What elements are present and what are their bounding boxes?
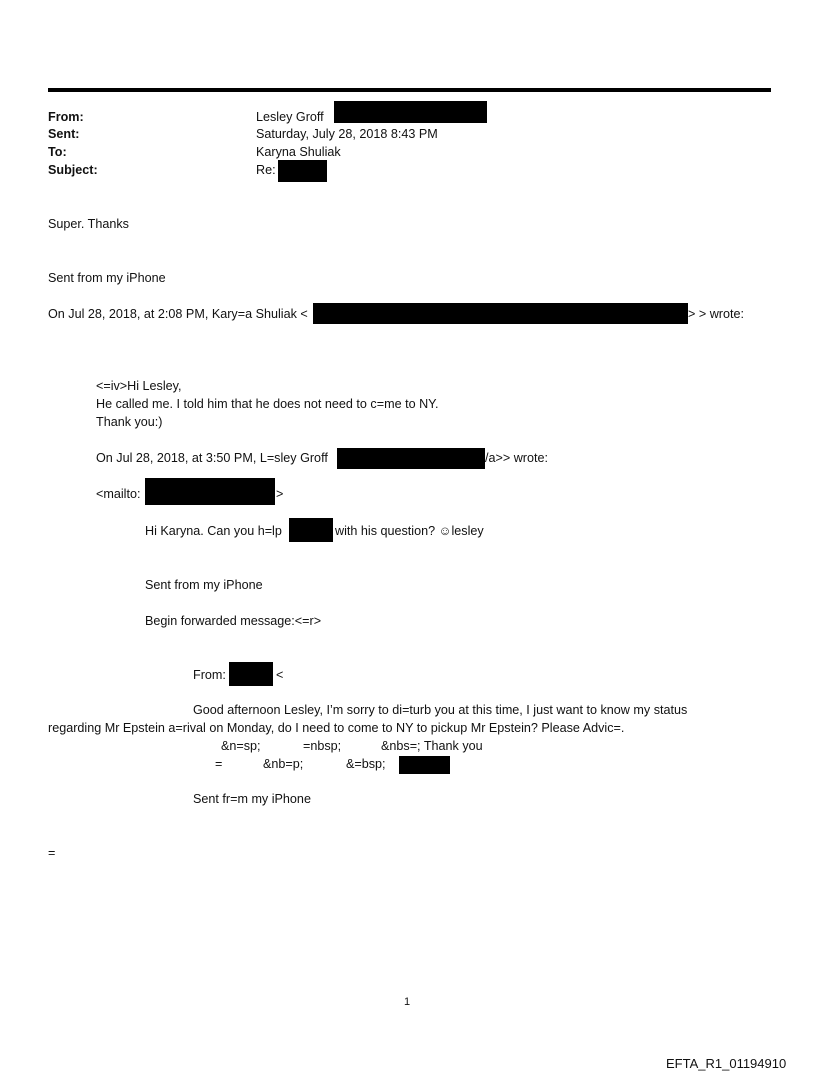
quote2-sent: Sent from my iPhone <box>145 578 263 592</box>
quote3-nbsp-2: =nbsp; <box>303 739 342 753</box>
quote-header-suffix: > > wrote: <box>688 307 745 321</box>
quote3-nbsp-5: &nb=p; <box>263 757 304 771</box>
quote3-nbsp-1: &n=sp; <box>221 739 261 753</box>
quote-header-prefix: On Jul 28, 2018, at 2:08 PM, Kary=a Shuliak < <box>48 307 308 321</box>
quote3-sent: Sent fr=m my iPhone <box>193 792 311 806</box>
redaction-mailto <box>145 478 275 505</box>
quote3-from-prefix: From: <box>193 668 226 682</box>
quote2-hi-suffix: with his question? ☺︎lesley <box>335 524 484 538</box>
reply-text: Super. Thanks <box>48 217 129 231</box>
trailing-equals: = <box>48 846 56 860</box>
from-label: From: <box>48 110 84 124</box>
redaction-subject <box>278 160 327 182</box>
redaction-groff-email <box>337 448 485 469</box>
quote1-mailto-prefix: <mailto: <box>96 487 141 501</box>
quote1-line2: He called me. I told him that he does not need to c=me to NY. <box>96 397 439 411</box>
page-number: 1 <box>404 996 411 1008</box>
quote1-line1: <=iv>Hi Lesley, <box>96 379 182 393</box>
to-value: Karyna Shuliak <box>256 145 341 159</box>
to-label: To: <box>48 145 67 159</box>
quote3-good-afternoon: Good afternoon Lesley, I’m sorry to di=turb you at this time, I just want to know my status <box>193 703 688 717</box>
sent-value: Saturday, July 28, 2018 8:43 PM <box>256 127 438 141</box>
quote1-line3: Thank you:) <box>96 415 163 429</box>
quote1-mailto-suffix: > <box>276 487 284 501</box>
redaction-shuliak-email <box>313 303 688 324</box>
quote3-from-suffix: < <box>276 668 284 682</box>
redaction-from-email <box>334 101 487 123</box>
header-rule <box>48 88 771 92</box>
quote1-on-prefix: On Jul 28, 2018, at 3:50 PM, L=sley Groff <box>96 451 328 465</box>
quote3-nbsp-4: = <box>215 757 223 771</box>
subject-label: Subject: <box>48 163 98 177</box>
redaction-signature <box>399 756 450 774</box>
from-value: Lesley Groff <box>256 110 324 124</box>
quote1-on-suffix: /a>> wrote: <box>485 451 549 465</box>
quote3-nbsp-3: &nbs=; Thank you <box>381 739 483 753</box>
bates-number: EFTA_R1_01194910 <box>666 1056 787 1071</box>
quote3-nbsp-6: &=bsp; <box>346 757 386 771</box>
redaction-sender <box>229 662 273 686</box>
redaction-name <box>289 518 333 542</box>
subject-value: Re: <box>256 163 276 177</box>
quote3-regarding: regarding Mr Epstein a=rival on Monday, do I need to come to NY to pickup Mr Epstein? Please Advic=. <box>48 721 625 735</box>
quote2-hi-prefix: Hi Karyna. Can you h=lp <box>145 524 282 538</box>
sent-from-iphone: Sent from my iPhone <box>48 271 166 285</box>
quote2-begin-forwarded: Begin forwarded message:<=r> <box>145 614 322 628</box>
sent-label: Sent: <box>48 127 80 141</box>
